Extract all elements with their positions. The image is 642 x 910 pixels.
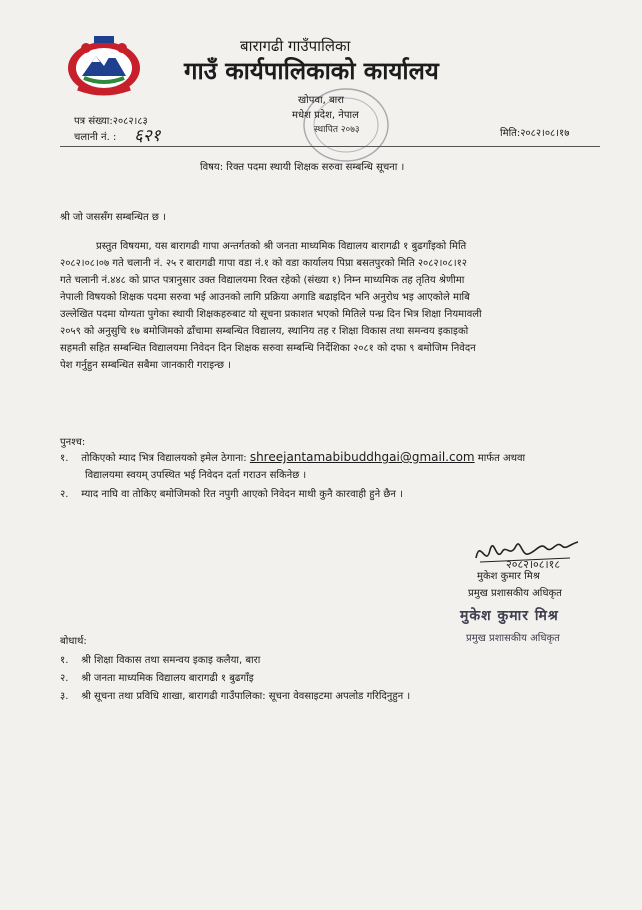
cc-list-item — [60, 670, 254, 684]
body-line: पेश गर्नुहुन सम्बन्धित सबैमा जानकारी गराइन्छ । — [60, 360, 231, 371]
list-number: १. — [60, 655, 69, 666]
dispatch-number-value: ६२१ — [134, 126, 161, 146]
cc-text: श्री जनता माध्यमिक विद्यालय बारागढी १ बुढगाँइ — [81, 673, 254, 684]
postscript-item-2 — [60, 486, 403, 500]
title-stamp: प्रमुख प्रशासकीय अधिकृत — [466, 633, 560, 644]
cc-label: बोधार्थ: — [60, 636, 87, 647]
postscript-item-1 — [60, 450, 525, 464]
nepal-emblem-icon — [64, 34, 144, 96]
signatory-name: मुकेश कुमार मिश्र — [477, 571, 540, 582]
cc-text: श्री सूचना तथा प्रविधि शाखा, बारागढी गाउँपालिका: सूचना वेवसाइटमा अपलोड गरिदिनुहुन । — [81, 691, 411, 702]
body-line: नेपाली विषयको शिक्षक पदमा सरुवा भई आउनको लागि प्रक्रिया अगाडि बढाइदिन भनि अनुरोध भइ आएकोले माबि — [60, 292, 470, 303]
list-number: १. — [60, 453, 69, 464]
body-line: प्रस्तुत विषयमा, यस बारागढी गापा अन्तर्गतको श्री जनता माध्यमिक विद्यालय बारागढी १ बुढगाँइको मिति — [96, 241, 467, 252]
body-line: सहमती सहित सम्बन्धित विद्यालयमा निवेदन दिन शिक्षक सरुवा सम्बन्धि निर्देशिका २०८१ को दफा ९ बमोजिम निवेदन — [60, 343, 476, 354]
school-email-link[interactable]: shreejantamabibuddhgai@gmail.com — [249, 450, 475, 464]
postscript-label: पुनश्च: — [60, 437, 86, 448]
body-line: २०५९ को अनुसुचि १७ बमोजिमको ढाँचामा सम्बन्धित विद्यालय, स्थानिय तह र शिक्षा विकास तथा समन्वय इकाइको — [60, 326, 469, 337]
postscript-text: तोकिएको म्याद भित्र विद्यालयको इमेल ठेगाना: — [81, 453, 247, 464]
list-number: ३. — [60, 691, 69, 702]
signature-date: २०८२।०८।१८ — [506, 558, 561, 571]
salutation: श्री जो जससँग सम्बन्धित छ । — [60, 212, 166, 223]
address-line-1: खोपवा, बारा — [298, 95, 344, 106]
name-stamp: मुकेश कुमार मिश्र — [460, 608, 559, 624]
list-number: २. — [60, 673, 69, 684]
dispatch-number-label: चलानी नं. : — [74, 132, 117, 143]
body-paragraph — [60, 238, 604, 374]
reference-number: पत्र संख्या:२०८२।८३ — [74, 116, 148, 127]
subject-line: विषय: रिक्त पदमा स्थायी शिक्षक सरुवा सम्बन्धि सूचना । — [200, 162, 405, 173]
office-name: गाउँ कार्यपालिकाको कार्यालय — [184, 57, 439, 85]
cc-list-item — [60, 652, 260, 666]
cc-text: श्री शिक्षा विकास तथा समन्वय इकाइ कलैया, बारा — [81, 655, 261, 666]
body-line: उल्लेखित पदमा योग्यता पुगेका स्थायी शिक्षकहरुबाट यो सूचना प्रकाशत भएको मितिले पन्ध्र दिन भित्र शिक्षा नियमावली — [60, 309, 482, 320]
body-line: गते चलानी नं.४४८ को प्राप्त पत्रानुसार उक्त विद्यालयमा रिक्त रहेको (संख्या १) निम्न माध्यमिक तह तृतिय श्रेणीमा — [60, 275, 465, 286]
letter-date: मिति:२०८२।०८।१७ — [500, 128, 570, 139]
postscript-text: मार्फत अथवा — [477, 453, 526, 464]
address-line-3: स्थापित २०७३ — [314, 125, 360, 135]
signatory-title: प्रमुख प्रशासकीय अधिकृत — [468, 588, 562, 599]
cc-list-item — [60, 688, 410, 702]
body-line: २०८२।०८।०७ गते चलानी नं. २५ र बारागढी गापा वडा नं.१ को वडा कार्यालय पिप्रा बसतपुरको मिति २०८२।०८।१२ — [60, 258, 468, 269]
postscript-text: म्याद नाघि वा तोकिए बमोजिमको रित नपुगी आएको निवेदन माथी कुनै कारवाही हुने छैन । — [81, 489, 403, 500]
municipality-name: बारागढी गाउँपालिका — [240, 37, 351, 55]
postscript-item-1-continuation: विद्यालयमा स्वयम् उपस्थित भई निवेदन दर्ता गराउन सकिनेछ । — [85, 470, 307, 481]
list-number: २. — [60, 489, 69, 500]
address-line-2: मधेश प्रदेश, नेपाल — [292, 110, 359, 121]
header-divider — [60, 146, 600, 147]
